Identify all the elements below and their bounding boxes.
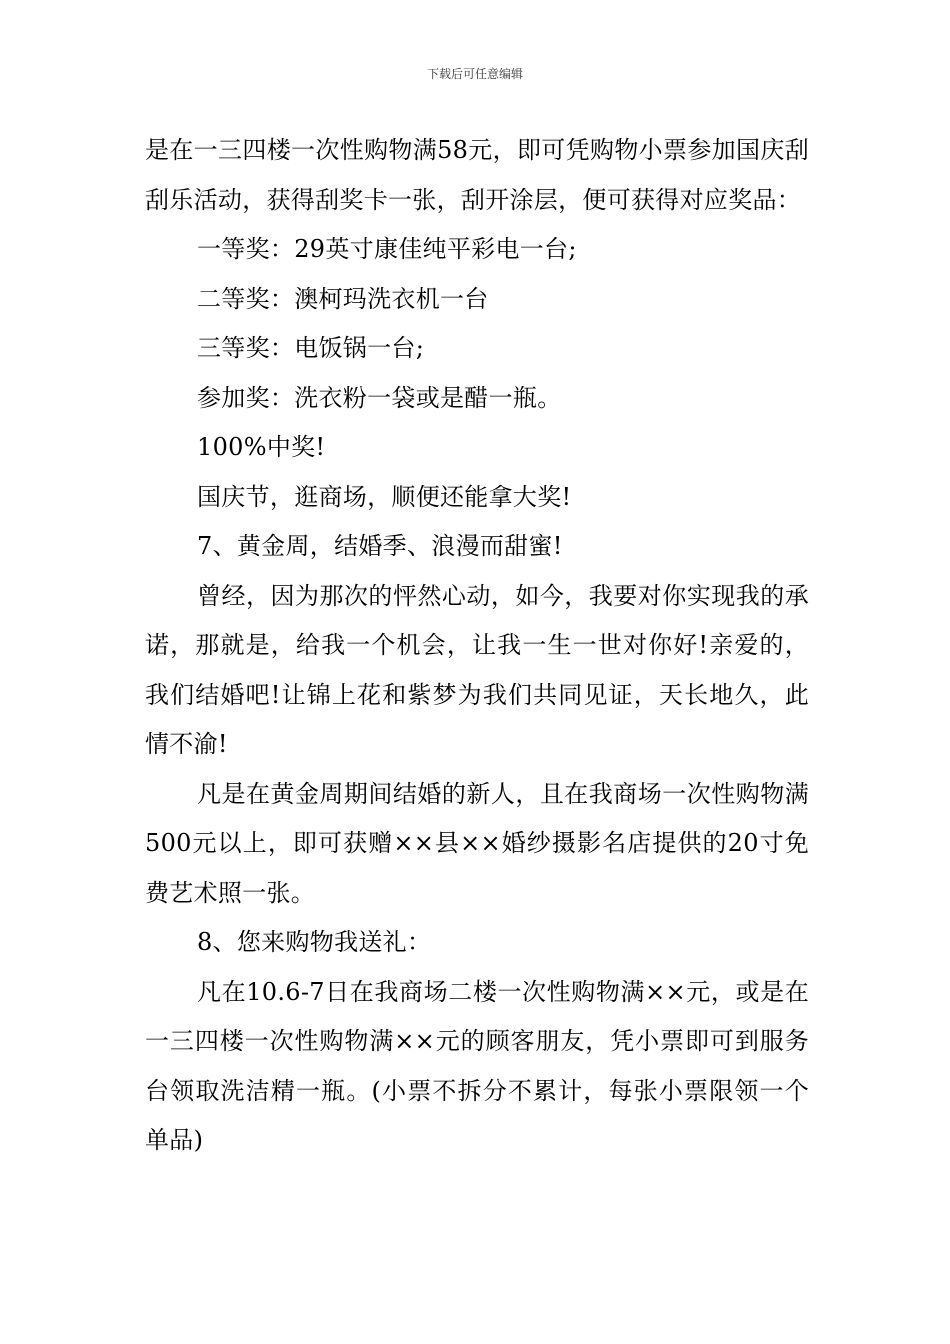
section-heading: 8、您来购物我送礼： bbox=[197, 928, 432, 956]
page-header: 下载后可任意编辑 bbox=[426, 67, 523, 81]
paragraph: 三等奖：电饭锅一台; bbox=[197, 334, 425, 362]
document-body bbox=[145, 126, 809, 1166]
paragraph: 参加奖：洗衣粉一袋或是醋一瓶。 bbox=[197, 383, 562, 412]
paragraph: 一等奖：29英寸康佳纯平彩电一台; bbox=[197, 235, 577, 263]
paragraph: 是在一三四楼一次性购物满58元，即可凭购物小票参加国庆刮刮乐活动，获得刮奖卡一张，刮开涂层，便可获得对应奖品： bbox=[145, 136, 809, 214]
paragraph: 凡在10.6-7日在我商场二楼一次性购物满××元，或是在一三四楼一次性购物满××元的顾客朋友，凭小票即可到服务台领取洗洁精一瓶。(小票不拆分不累计，每张小票限领一个单品) bbox=[145, 977, 809, 1154]
paragraph: 二等奖：澳柯玛洗衣机一台 bbox=[197, 284, 489, 313]
paragraph: 曾经，因为那次的怦然心动，如今，我要对你实现我的承诺，那就是，给我一个机会，让我一生一世对你好!亲爱的，我们结婚吧!让锦上花和紫梦为我们共同见证，天长地久，此情不渝! bbox=[145, 581, 809, 758]
section-heading: 7、黄金周，结婚季、浪漫而甜蜜! bbox=[197, 532, 563, 560]
paragraph: 国庆节，逛商场，顺便还能拿大奖! bbox=[197, 482, 572, 511]
paragraph: 凡是在黄金周期间结婚的新人，且在我商场一次性购物满500元以上，即可获赠××县××婚纱摄影名店提供的20寸免费艺术照一张。 bbox=[145, 779, 809, 907]
paragraph: 100%中奖! bbox=[197, 433, 326, 461]
